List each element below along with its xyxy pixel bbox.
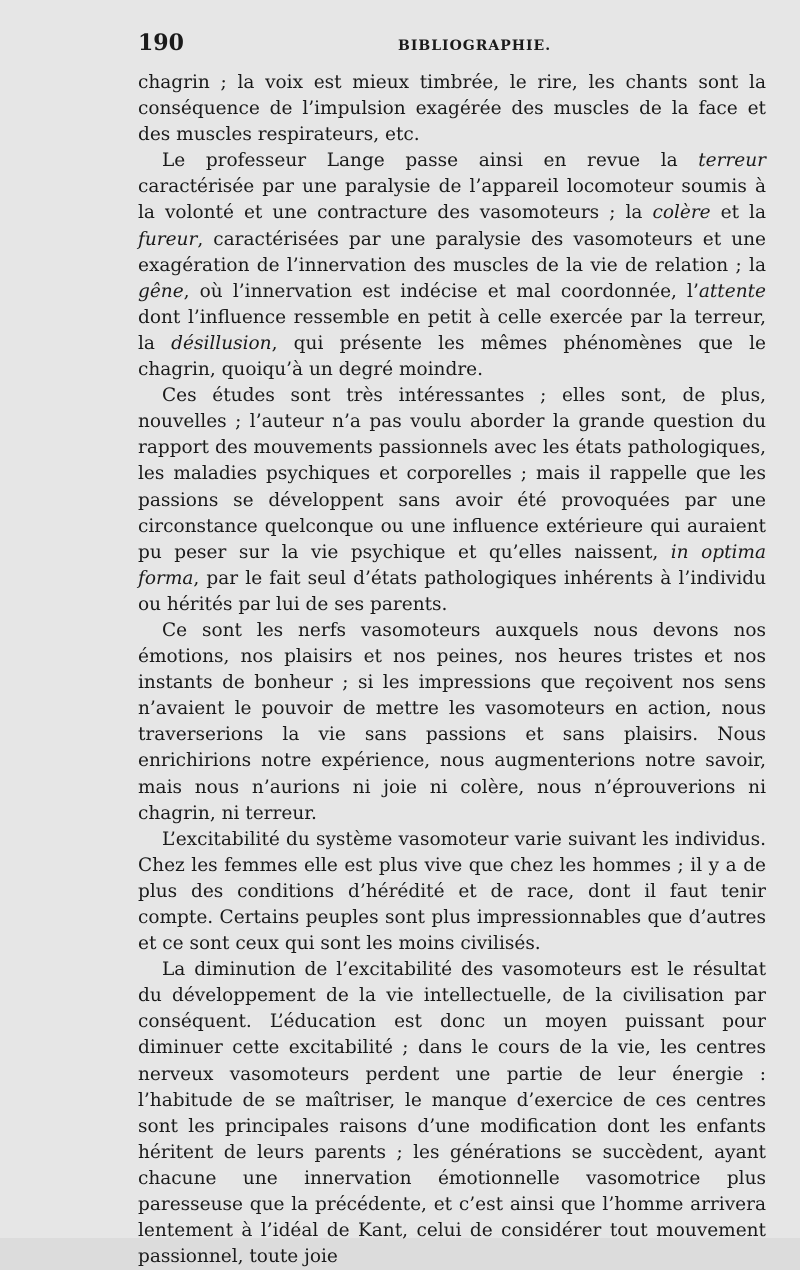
body-text — [138, 70, 766, 1270]
italic-text: terreur — [698, 150, 766, 172]
paragraph — [138, 70, 766, 148]
italic-text: désillusion — [171, 332, 272, 354]
text-run: et la — [710, 202, 767, 224]
text-run: , où l’innervation est indécise et mal coordonnée, l’ — [183, 280, 699, 302]
text-run: chagrin ; la voix est mieux timbrée, le rire, les chants sont la conséquence de l’impulsion exagérée des muscles de la face et des muscles respirateurs, etc. — [138, 72, 766, 146]
running-head: BIBLIOGRAPHIE. — [398, 38, 552, 54]
text-run: Ces études sont très intéressantes ; elles sont, de plus, nouvelles ; l’auteur n’a pas voulu aborder la grande question du rapport des mouvements passionnels avec les états pathologiques, les maladies psychiques et corporelles ; mais il rappelle que les passions se développent sans avoir été provoquées par une circonstance quelconque ou une influence extérieure qui auraient pu peser sur la vie psychique et qu’elles naissent, — [138, 385, 766, 563]
paragraph — [138, 957, 766, 1270]
text-run: caractérisée par une paralysie de l’appareil locomoteur soumis à la volonté et une contracture des vasomoteurs ; la — [138, 176, 766, 224]
text-run: Ce sont les nerfs vasomoteurs auxquels nous devons nos émotions, nos plaisirs et nos peines, nos heures tristes et nos instants de bonheur ; si les impressions que reçoivent nos sens n’avaient le pouvoir de mettre les vasomoteurs en action, nous traverserions la vie sans passions et sans plaisirs. Nous enrichirions notre expérience, nous augmenterions notre savoir, mais nous n’aurions ni joie ni colère, nous n’éprouverions ni chagrin, ni terreur. — [138, 619, 766, 824]
paragraph — [138, 383, 766, 618]
text-run: dont l’influence ressemble en petit à celle exercée par la terreur, la — [138, 306, 766, 354]
italic-text: in optima forma — [138, 541, 766, 589]
text-run: , par le fait seul d’états pathologiques inhérents à l’individu ou hérités par lui de ses parents. — [138, 567, 766, 615]
page-header — [138, 30, 766, 60]
paragraph — [138, 827, 766, 957]
italic-text: gêne — [138, 280, 184, 302]
italic-text: fureur — [138, 228, 198, 250]
text-run: Le professeur Lange passe ainsi en revue la — [162, 150, 699, 172]
paragraph — [138, 618, 766, 827]
text-run: La diminution de l’excitabilité des vasomoteurs est le résultat du développement de la vie intellectuelle, de la civilisation par conséquent. L’éducation est donc un moyen puissant pour diminuer cette excitabilité ; dans le cours de la vie, les centres nerveux vasomoteurs perdent une partie de leur énergie : l’habitude de se maîtriser, le manque d’exercice de ces centres sont les principales raisons d’une modification dont les enfants héritent de leurs parents ; les générations se succèdent, ayant chacune une innervation émotionnelle vasomotrice plus paresseuse que la précédente, et c’est ainsi que l’homme arrivera lentement à l’idéal de Kant, celui de considérer tout mouvement passionnel, toute joie — [138, 959, 766, 1268]
text-run: , qui présente les mêmes phénomènes que le chagrin, quoiqu’à un degré moindre. — [138, 332, 767, 381]
italic-text: colère — [652, 202, 711, 224]
text-run: L’excitabilité du système vasomoteur varie suivant les individus. Chez les femmes elle est plus vive que chez les hommes ; il y a de plus des conditions d’hérédité et de race, dont il faut tenir compte. Certains peuples sont plus impressionnables que d’autres et ce sont ceux qui sont les moins civilisés. — [138, 828, 766, 955]
paragraph — [138, 148, 766, 383]
page-number: 190 — [138, 30, 184, 56]
text-run: , caractérisées par une paralysie des vasomoteurs et une exagération de l’innervation des muscles de la vie de relation ; la — [138, 228, 766, 276]
italic-text: attente — [698, 280, 766, 302]
